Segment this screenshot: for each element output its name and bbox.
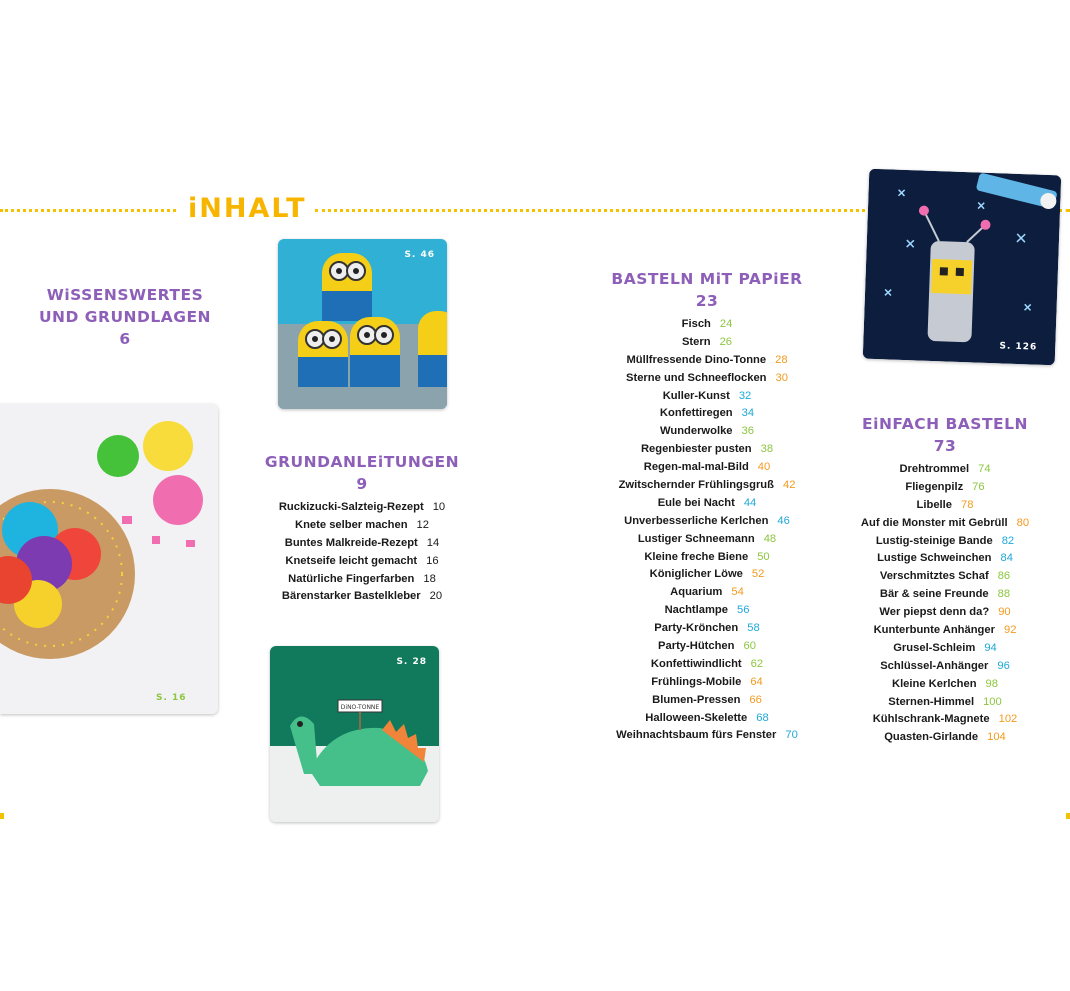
- toc-entry: [597, 549, 817, 567]
- toc-entry-label: Aquarium: [670, 586, 723, 599]
- toc-entry: [835, 568, 1055, 586]
- toc-entry: [835, 604, 1055, 622]
- toc-entry-label: Kühlschrank-Magnete: [872, 713, 990, 726]
- toc-entry: [597, 692, 817, 710]
- toc-entry: [262, 588, 462, 606]
- toc-entry-page: 62: [750, 657, 764, 670]
- toc-entry-label: Halloween-Skelette: [645, 711, 748, 724]
- toc-entry-page: 96: [997, 659, 1010, 672]
- toc-entry-label: Libelle: [916, 498, 952, 511]
- toc-entry-page: 56: [736, 604, 750, 617]
- toc-entry: [835, 640, 1055, 658]
- toc-entry-label: Wer piepst denn da?: [879, 606, 990, 619]
- toc-entry: [597, 477, 817, 495]
- toc-entry: [597, 441, 817, 459]
- toc-entry-label: Unverbesserliche Kerlchen: [624, 514, 769, 527]
- toc-entry: [597, 531, 817, 549]
- toc-entry-page: 100: [983, 695, 1002, 708]
- toc-entry-label: Lustiger Schneemann: [637, 532, 755, 545]
- toc-entry: [262, 571, 462, 589]
- toc-entry-label: Lustige Schweinchen: [877, 552, 992, 565]
- dino-illustration: [270, 646, 439, 822]
- robot-illustration: [863, 169, 1062, 366]
- toc-entry-label: Buntes Malkreide-Rezept: [284, 536, 418, 549]
- toc-entry-page: 84: [1000, 552, 1013, 565]
- toc-entry-label: Knetseife leicht gemacht: [285, 554, 418, 567]
- toc-entry-page: 104: [987, 731, 1006, 744]
- toc-entry-page: 90: [998, 606, 1011, 619]
- toc-list-einfach-basteln: [835, 461, 1055, 747]
- toc-entry-page: 60: [743, 640, 756, 653]
- toc-entry-page: 88: [997, 588, 1011, 601]
- section-title-line1: BASTELN MiT PAPiER: [611, 270, 803, 288]
- toc-entry-label: Grusel-Schleim: [893, 641, 976, 654]
- toc-entry-page: 46: [777, 514, 790, 527]
- section-grundanleitungen: [262, 451, 462, 495]
- section-wissenswertes: [30, 284, 220, 350]
- toc-entry-label: Kunterbunte Anhänger: [873, 624, 995, 637]
- toc-entry: [835, 479, 1055, 497]
- toc-entry-page: 66: [749, 693, 762, 706]
- toc-entry: [835, 711, 1055, 729]
- toc-entry: [835, 622, 1055, 640]
- toc-entry-page: 58: [747, 622, 760, 635]
- toc-entry-label: Sternen-Himmel: [888, 695, 975, 708]
- toc-entry: [597, 566, 817, 584]
- toc-entry-label: Schlüssel-Anhänger: [880, 659, 989, 672]
- toc-entry-label: Quasten-Girlande: [884, 731, 979, 744]
- toc-entry-page: 40: [757, 461, 771, 474]
- toc-entry: [597, 620, 817, 638]
- toc-entry-label: Party-Hütchen: [658, 640, 735, 653]
- toc-entry-label: Blumen-Pressen: [652, 693, 741, 706]
- toc-entry-page: 64: [750, 675, 763, 688]
- toc-entry: [835, 586, 1055, 604]
- toc-entry-label: Sterne und Schneeflocken: [626, 371, 767, 384]
- section-einfach-basteln: [835, 413, 1055, 457]
- toc-entry-page: 74: [978, 463, 991, 475]
- toc-list-basteln-mit-papier: [597, 316, 817, 745]
- toc-entry-label: Stern: [681, 335, 711, 348]
- section-page: 73: [933, 437, 957, 455]
- toc-entry-label: Weihnachtsbaum fürs Fenster: [616, 729, 777, 742]
- page-marker-left: [0, 813, 4, 819]
- toc-entry: [597, 405, 817, 423]
- toc-entry-page: 26: [719, 335, 733, 348]
- toc-entry-page: 82: [1001, 534, 1015, 547]
- toc-entry: [835, 533, 1055, 551]
- toc-entry-page: 54: [731, 586, 744, 599]
- section-page: 9: [356, 475, 368, 493]
- minions-illustration: [278, 239, 447, 409]
- toc-entry: [597, 727, 817, 745]
- page-title: iNHALT: [188, 193, 307, 224]
- toc-entry-label: Regenbiester pusten: [640, 443, 752, 456]
- section-page: 23: [695, 292, 719, 310]
- toc-entry-page: 18: [423, 572, 436, 585]
- toc-entry-page: 98: [985, 677, 998, 690]
- photo-minions: [278, 239, 447, 409]
- toc-entry: [835, 658, 1055, 676]
- toc-entry: [835, 694, 1055, 712]
- toc-entry: [597, 316, 817, 334]
- toc-entry-page: 94: [984, 641, 997, 654]
- section-basteln-mit-papier: [597, 268, 817, 312]
- toc-entry-page: 48: [763, 532, 777, 545]
- toc-entry-page: 28: [775, 353, 788, 366]
- toc-entry-label: Ruckizucki-Salzteig-Rezept: [278, 501, 424, 513]
- photo-page-label: S. 28: [396, 657, 427, 667]
- toc-entry: [597, 656, 817, 674]
- toc-entry: [262, 553, 462, 571]
- toc-entry: [835, 497, 1055, 515]
- toc-entry-page: 80: [1016, 516, 1030, 529]
- toc-entry-label: Auf die Monster mit Gebrüll: [860, 516, 1008, 529]
- toc-entry: [597, 388, 817, 406]
- toc-entry-label: Konfettiregen: [659, 407, 733, 420]
- toc-entry-page: 10: [432, 501, 446, 513]
- toc-entry-label: Bärenstarker Bastelkleber: [281, 590, 421, 603]
- toc-entry-page: 38: [760, 443, 774, 456]
- toc-entry-label: Verschmitztes Schaf: [879, 570, 989, 583]
- photo-robot: [863, 169, 1062, 366]
- toc-entry-label: Drehtrommel: [899, 463, 970, 475]
- toc-entry-label: Konfettiwindlicht: [650, 657, 742, 670]
- toc-entry: [597, 334, 817, 352]
- toc-entry-label: Party-Krönchen: [654, 622, 739, 635]
- photo-playdough: [0, 404, 218, 714]
- toc-entry-label: Königlicher Löwe: [649, 568, 743, 581]
- toc-entry: [597, 370, 817, 388]
- toc-entry: [262, 535, 462, 553]
- toc-entry: [262, 499, 462, 517]
- toc-entry: [597, 513, 817, 531]
- toc-list-grundanleitungen: [262, 499, 462, 606]
- toc-entry-page: 34: [741, 407, 755, 420]
- toc-entry-label: Lustig-steinige Bande: [875, 534, 993, 547]
- toc-entry: [262, 517, 462, 535]
- section-page: 6: [119, 330, 131, 348]
- toc-entry-page: 92: [1003, 624, 1017, 637]
- toc-entry: [835, 515, 1055, 533]
- photo-page-label: S. 16: [156, 693, 187, 703]
- dino-sign-label: DiNO-TONNE: [340, 704, 380, 711]
- header-dotted-line-right: [315, 209, 877, 212]
- toc-entry-label: Natürliche Fingerfarben: [288, 572, 415, 585]
- photo-page-label: S. 46: [404, 250, 435, 260]
- toc-entry: [835, 729, 1055, 747]
- page-marker-right: [1066, 813, 1070, 819]
- toc-entry-label: Frühlings-Mobile: [651, 675, 742, 688]
- toc-entry-page: 12: [416, 518, 429, 531]
- toc-entry-label: Eule bei Nacht: [657, 496, 735, 509]
- toc-entry-page: 42: [782, 479, 796, 492]
- section-title-line1: GRUNDANLEiTUNGEN: [264, 453, 460, 471]
- toc-entry-page: 44: [743, 496, 757, 509]
- toc-entry-page: 30: [775, 371, 788, 384]
- header-dotted-line-left: [0, 209, 176, 212]
- toc-entry-page: 24: [719, 318, 733, 330]
- toc-entry-page: 36: [741, 425, 754, 438]
- toc-entry: [835, 676, 1055, 694]
- toc-entry-page: 32: [738, 389, 752, 402]
- toc-entry: [597, 602, 817, 620]
- toc-entry: [835, 461, 1055, 479]
- toc-entry-page: 86: [997, 570, 1011, 583]
- toc-entry-page: 50: [757, 550, 770, 563]
- toc-entry: [597, 710, 817, 728]
- section-title-line2: UND GRUNDLAGEN: [38, 308, 212, 326]
- toc-entry-label: Wunderwolke: [660, 425, 733, 438]
- toc-entry-label: Kleine Kerlchen: [891, 677, 977, 690]
- toc-entry: [597, 495, 817, 513]
- toc-entry: [597, 584, 817, 602]
- toc-entry-label: Nachtlampe: [664, 604, 728, 617]
- toc-entry-page: 20: [429, 590, 443, 603]
- toc-entry-page: 68: [756, 711, 769, 724]
- toc-entry-page: 102: [998, 713, 1018, 726]
- toc-entry-label: Zwitschernder Frühlingsgruß: [618, 479, 774, 492]
- toc-entry-label: Kuller-Kunst: [662, 389, 730, 402]
- toc-entry-page: 52: [751, 568, 765, 581]
- toc-entry-label: Regen-mal-mal-Bild: [643, 461, 749, 474]
- toc-entry-label: Kleine freche Biene: [644, 550, 749, 563]
- toc-entry-label: Knete selber machen: [295, 518, 408, 531]
- toc-entry: [597, 674, 817, 692]
- section-title-line1: EiNFACH BASTELN: [862, 415, 1028, 433]
- toc-entry-label: Bär & seine Freunde: [879, 588, 989, 601]
- toc-entry-label: Müllfressende Dino-Tonne: [626, 353, 767, 366]
- toc-entry: [835, 550, 1055, 568]
- toc-entry-label: Fisch: [681, 318, 711, 330]
- toc-entry-page: 14: [426, 536, 440, 549]
- toc-entry: [597, 638, 817, 656]
- playdough-illustration: [0, 404, 218, 714]
- toc-entry: [597, 423, 817, 441]
- section-title-line1: WiSSENSWERTES: [46, 286, 204, 304]
- toc-entry-page: 76: [972, 480, 985, 493]
- toc-entry: [597, 352, 817, 370]
- toc-entry-page: 16: [426, 554, 439, 567]
- toc-entry: [597, 459, 817, 477]
- toc-entry-page: 78: [960, 498, 974, 511]
- photo-page-label: S. 126: [999, 341, 1038, 353]
- toc-entry-label: Fliegenpilz: [905, 480, 964, 493]
- toc-entry-page: 70: [785, 729, 798, 742]
- photo-dino: [270, 646, 439, 822]
